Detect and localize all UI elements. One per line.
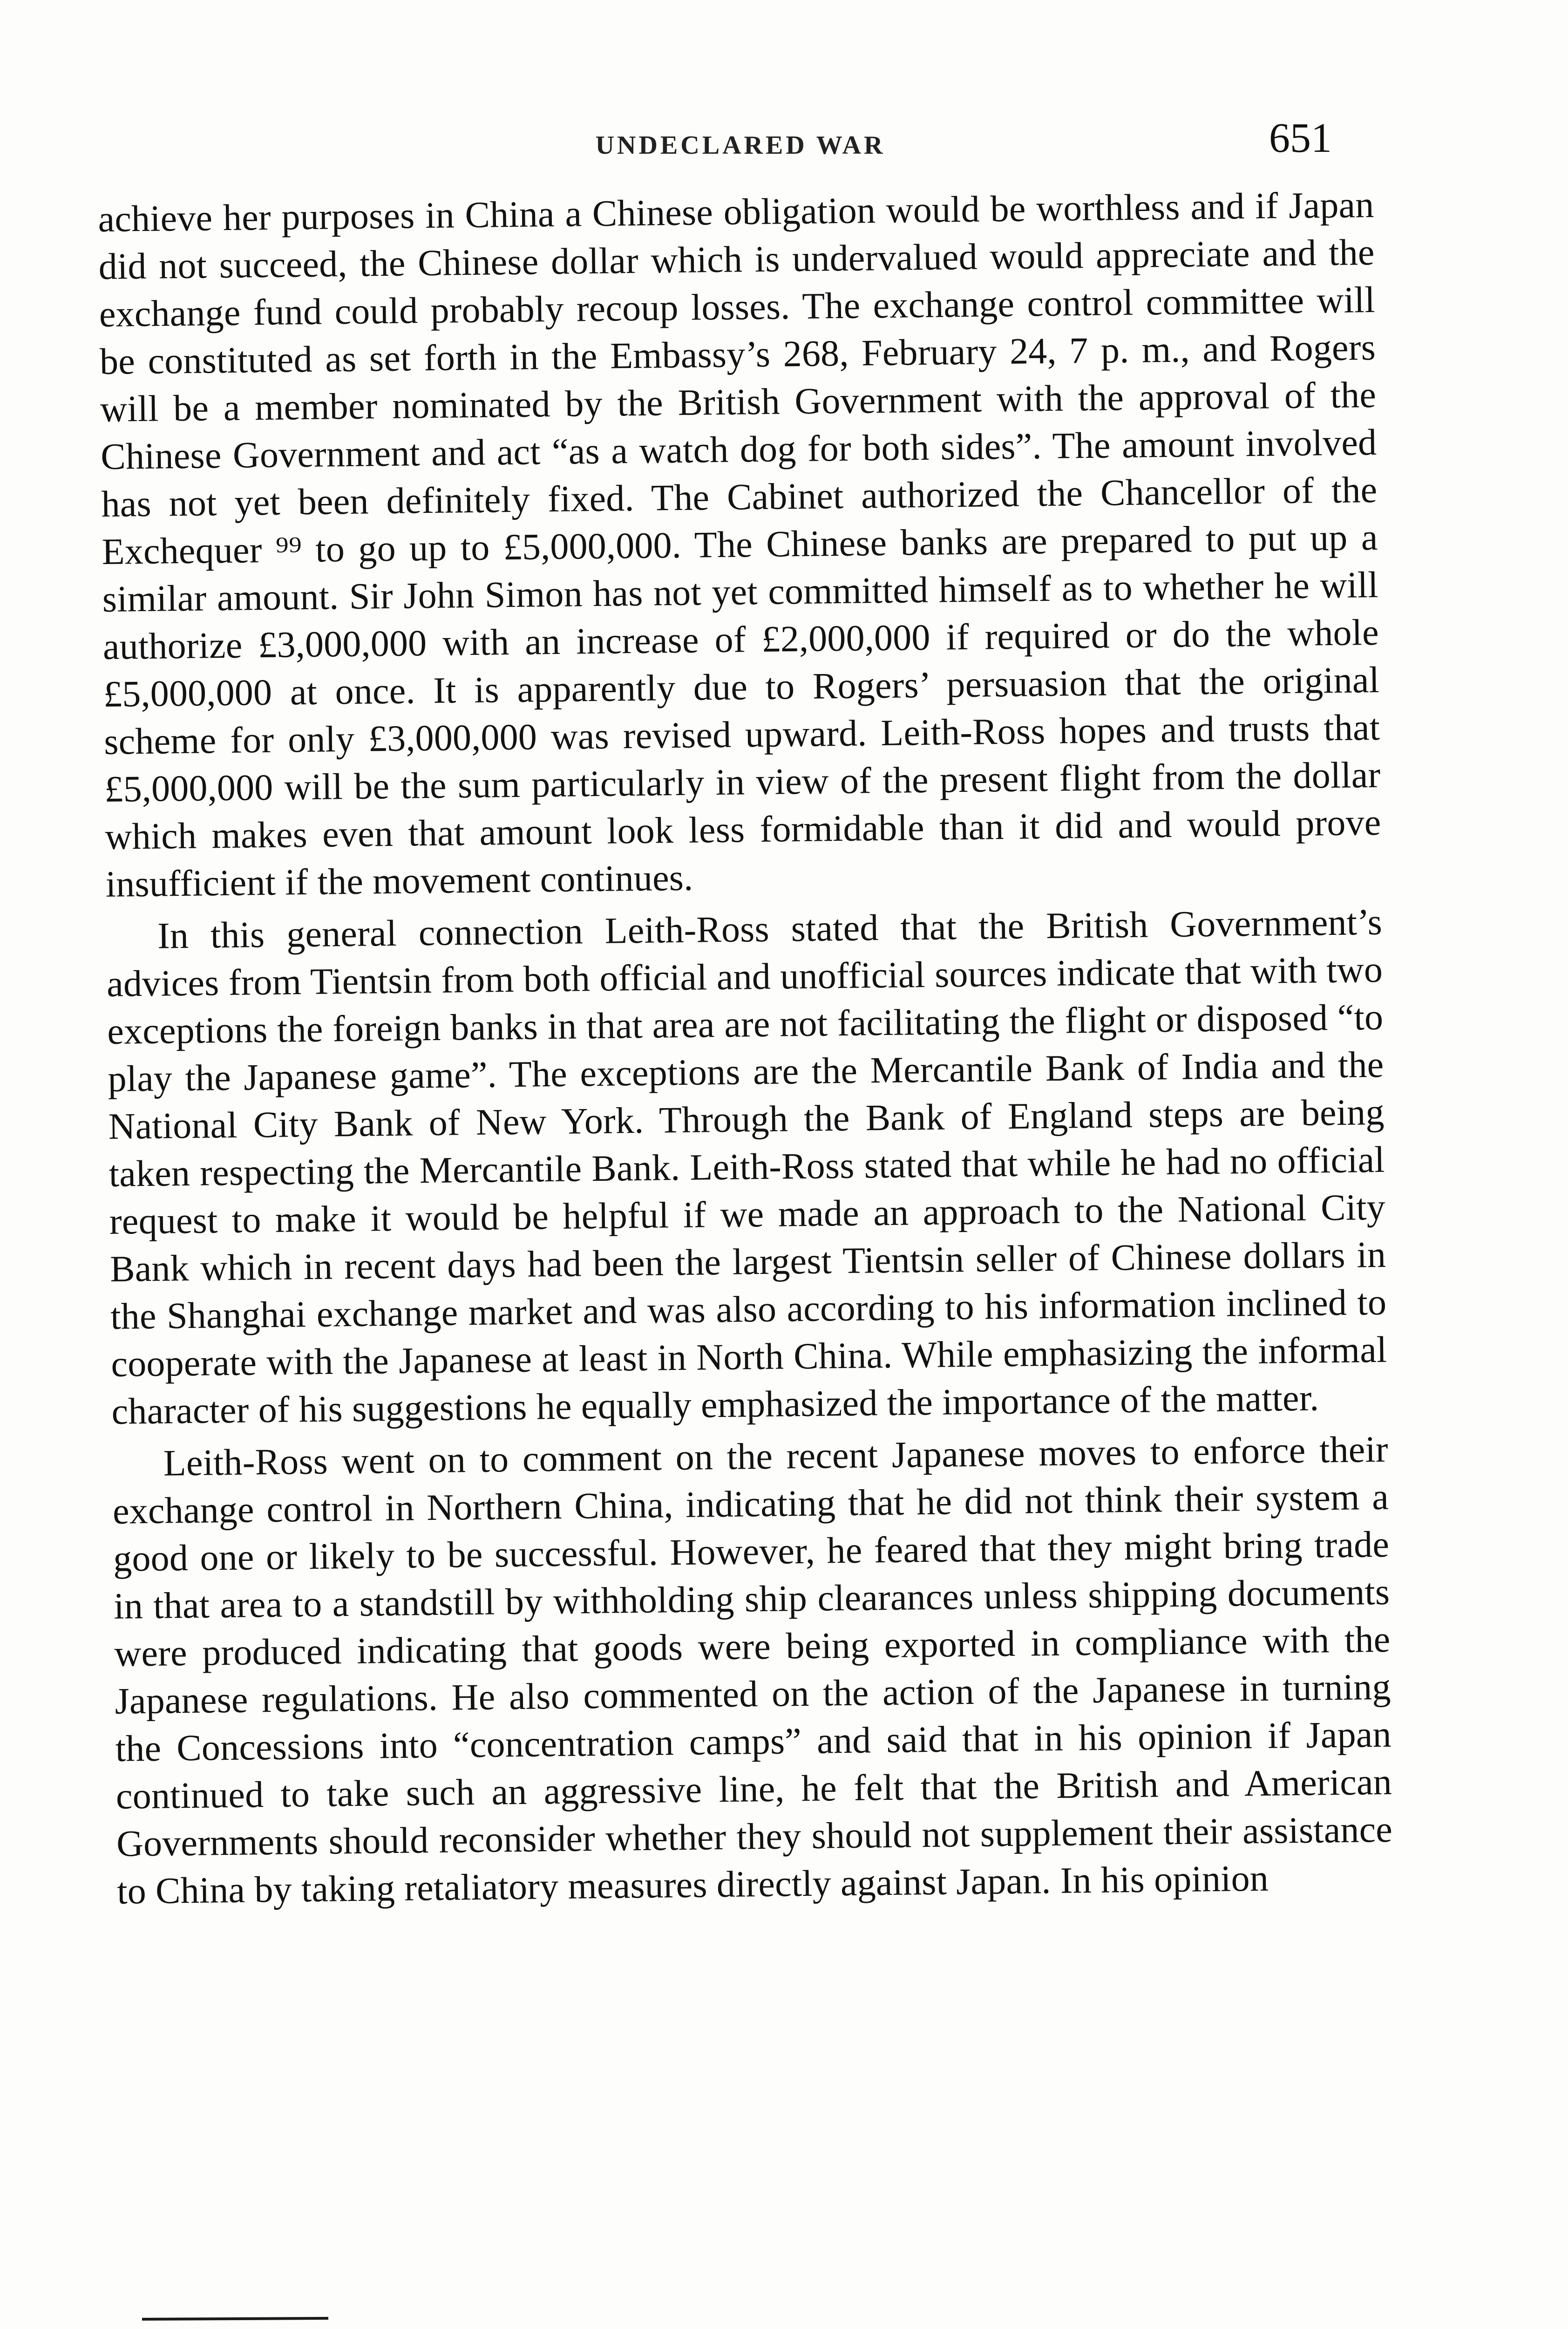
paragraph-exchange-control: Leith-Ross went on to comment on the recent Japanese moves to enforce their exchange control in Northern China, indicating that he did not think their system a good one or likely to be successful. However, he feared that they might bring trade in that area to a standstill by withholding ship clearances unless shipping documents were produced indicating that goods were being exported in compliance with the Japanese regulations. He also commented on the action of the Japanese in turning the Concessions into “concentration camps” and said that in his opinion if Japan continued to take such an aggressive line, he felt that the British and American Governments should reconsider whether they should not supplement their assistance to China by taking retaliatory measures directly against Japan. In his opinion — [112, 1429, 1393, 1912]
page-header — [107, 114, 1374, 165]
page-number: 651 — [1269, 115, 1332, 161]
body-text — [98, 181, 1393, 1915]
running-head: UNDECLARED WAR — [595, 131, 886, 160]
paragraph-leith-ross-tientsin: In this general connection Leith-Ross stated that the British Government’s advices from Tientsin from both official and unofficial sources indicate that with two exceptions the foreign banks in that area are not facilitating the flight or disposed “to play the Japanese game”. The exceptions are the Mercantile Bank of India and the National City Bank of New York. Through the Bank of England steps are being taken respecting the Mercantile Bank. Leith-Ross stated that while he had no official request to make it would be helpful if we made an approach to the National City Bank which in recent days had been the largest Tientsin seller of Chinese dollars in the Shanghai exchange market and was also according to his information inclined to cooperate with the Japanese at least in North China. While emphasizing the informal character of his suggestions he equally emphasized the importance of the matter. — [106, 901, 1387, 1432]
footnote-divider — [142, 2317, 328, 2321]
paragraph-continued: achieve her purposes in China a Chinese obligation would be worthless and if Japan did not succeed, the Chinese dollar which is undervalued would appreciate and the exchange fund could probably recoup losses. The exchange control committee will be constituted as set forth in the Embassy’s 268, February 24, 7 p. m., and Rogers will be a member nominated by the British Government with the approval of the Chinese Government and act “as a watch dog for both sides”. The amount involved has not yet been definitely fixed. The Cabinet authorized the Chancellor of the Exchequer ⁹⁹ to go up to £5,000,000. The Chinese banks are prepared to put up a similar amount. Sir John Simon has not yet committed himself as to whether he will authorize £3,000,000 with an increase of £2,000,000 if required or do the whole £5,000,000 at once. It is apparently due to Rogers’ persuasion that the original scheme for only £3,000,000 was revised upward. Leith-Ross hopes and trusts that £5,000,000 will be the sum particularly in view of the present flight from the dollar which makes even that amount look less formidable than it did and would prove insufficient if the movement continues. — [98, 184, 1381, 905]
